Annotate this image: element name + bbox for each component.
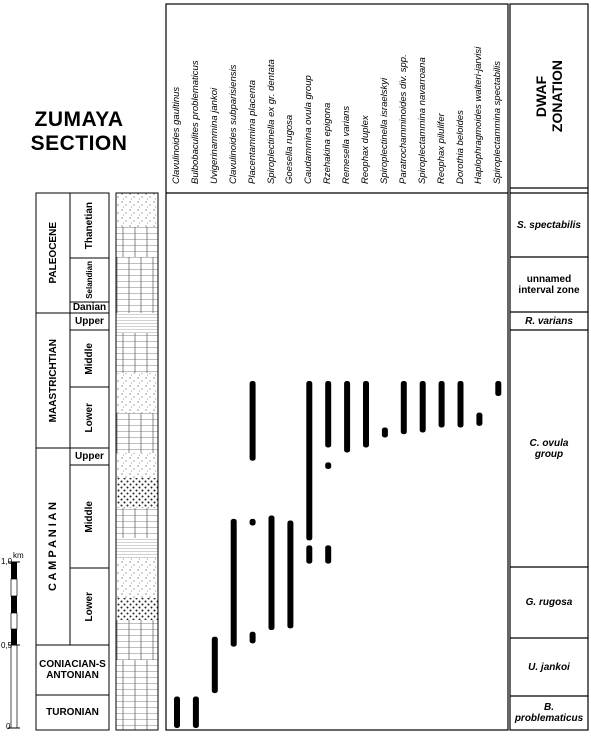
stage-maastrichtian-lower: Lower [84, 402, 95, 433]
stage-maastrichtian-middle: Middle [84, 342, 95, 375]
species-label: Clavulinoides subparisiensis [227, 64, 239, 184]
scale-tick-0: 0 [6, 722, 11, 731]
range-bars [174, 381, 501, 728]
zonation-header: DWAF ZONATION [533, 59, 565, 133]
species-label: Clavulinoides gaultinus [171, 86, 182, 184]
range-bar [382, 428, 388, 438]
zone-g-rugosa: G. rugosa [525, 597, 573, 608]
range-bar [287, 521, 293, 629]
range-bar [344, 381, 350, 452]
species-label: Rzehakina epigona [322, 102, 334, 184]
species-label: Spiroplectinella israelskyi [378, 77, 390, 184]
zone-u-jankoi: U. jankoi [528, 661, 570, 673]
range-bar [306, 545, 312, 563]
range-bar [212, 637, 218, 693]
range-bar [306, 381, 312, 540]
range-bar [174, 696, 180, 728]
scale-unit: km [13, 551, 24, 560]
range-bar [325, 381, 331, 447]
range-bar [250, 381, 256, 461]
species-label: Placentammina placenta [246, 79, 258, 184]
stage-maastrichtian-upper: Upper [75, 316, 104, 327]
series-turonian: TURONIAN [46, 707, 99, 718]
range-bar [458, 381, 464, 427]
range-bar [476, 413, 482, 426]
zone-unnamed-interval: unnamed interval zone [518, 273, 580, 296]
stage-danian: Danian [72, 302, 107, 313]
range-bar [439, 381, 445, 427]
species-label: Spiroplectammina spectabilis [492, 60, 504, 184]
range-bar [401, 381, 407, 434]
stage-selandian: Selandian [85, 261, 94, 299]
stage-campanian-middle: Middle [84, 500, 95, 533]
scale-tick-0-5: 0,5 [1, 641, 13, 650]
series-paleocene: PALEOCENE [47, 222, 59, 284]
range-bar [231, 519, 237, 647]
range-bar [325, 545, 331, 563]
range-bar [325, 462, 331, 469]
zone-c-ovula-group: C. ovula group [529, 437, 569, 460]
range-bar [250, 519, 256, 526]
scale-tick-1: 1,0 [1, 557, 13, 566]
range-bar [269, 516, 275, 631]
species-label: Reophax duplex [360, 115, 371, 184]
species-label: Haplophragmoides walteri-jarvisi [473, 46, 485, 184]
species-label: Spiroplectinella ex gr. dentata [265, 59, 277, 184]
lithologic-column [116, 193, 158, 730]
range-bar [250, 632, 256, 644]
stage-thanetian: Thanetian [84, 201, 95, 250]
species-label: Bulbobaculites problematicus [189, 60, 201, 184]
zone-r-varians: R. varians [525, 315, 573, 327]
range-bar [193, 696, 199, 728]
series-maastrichtian: MAASTRICHTIAN [47, 338, 59, 423]
stage-campanian-upper: Upper [75, 451, 104, 462]
species-label: Spiroplectammina navarroana [416, 57, 428, 184]
range-bar [363, 381, 369, 447]
species-label: Dorothia beloides [454, 110, 466, 184]
zone-s-spectabilis: S. spectabilis [517, 219, 581, 231]
species-label: Reophax pilulifer [435, 113, 447, 184]
zone-b-problematicus: B. problematicus [514, 702, 584, 724]
species-label: Caudammina ovula group [303, 75, 315, 184]
species-label: Remesella varians [341, 105, 353, 184]
range-bar [420, 381, 426, 432]
range-bar [495, 381, 501, 396]
species-label: Goesella rugosa [284, 114, 296, 184]
section-title: ZUMAYA SECTION [30, 108, 128, 155]
stage-campanian-lower: Lower [84, 591, 95, 622]
series-campanian: C A M P A N I A N [46, 501, 59, 592]
species-label: Paratrochamminoides div. spp. [397, 54, 409, 184]
species-label: Uvigerinammina jankoi [208, 87, 220, 184]
series-coniacian-santonian: CONIACIAN-SANTONIAN [39, 659, 106, 681]
